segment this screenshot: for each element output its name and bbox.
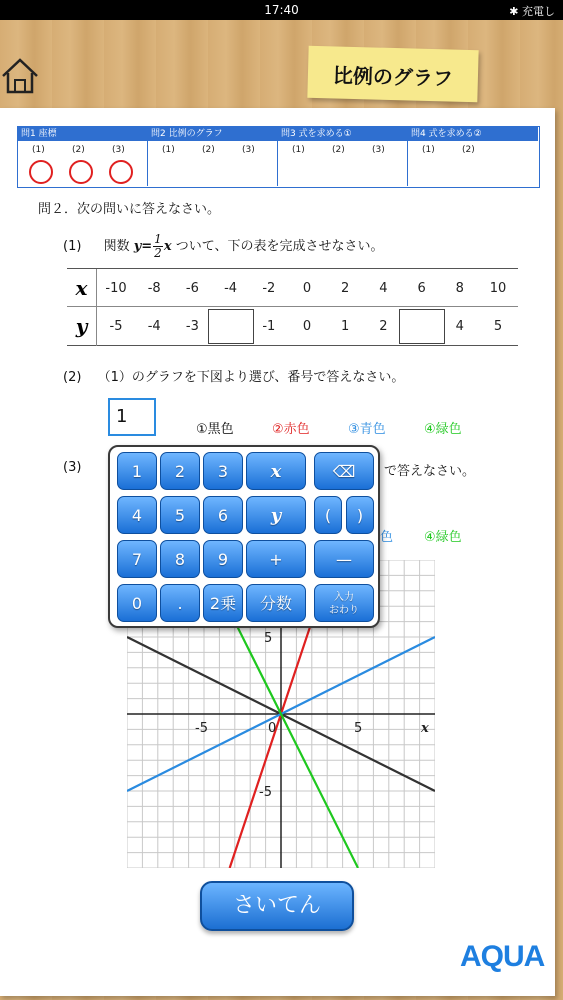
option-blue [348,418,386,437]
q3-option-blue: 色 [380,530,394,545]
table-row-y [67,307,518,346]
subquestion-2 [63,366,404,385]
subquestion-1-num: (1) [63,239,82,254]
score-button[interactable]: さいてん [200,881,354,931]
progress-label: (1) [32,145,45,155]
subquestion-3-num: (3) [63,460,82,475]
keypad [108,445,380,628]
option-red [272,418,310,437]
table-head-y: y [67,307,97,346]
aqua-logo: AQUA [460,940,545,973]
table-cell-x: 8 [455,281,464,296]
table-cell-y: 5 [493,319,503,334]
progress-label: (1) [162,145,175,155]
table-blank-input[interactable] [208,309,254,344]
status-bar [0,0,563,20]
progress-cell-4 [408,127,538,186]
option-blue-label: ③青色 [348,422,386,437]
battery-status: ✱ 充電し [509,5,555,18]
q3-option-green: ④緑色 [424,530,462,545]
key-y[interactable] [246,496,306,534]
table-cell-x: 10 [489,281,507,296]
subquestion-1-prefix: 関数 [103,239,130,254]
key-done[interactable]: 入力 おわり [314,584,374,622]
key-8[interactable]: 8 [160,540,200,578]
key-4[interactable]: 4 [117,496,157,534]
progress-cell-3 [278,127,408,186]
home-icon [0,54,40,96]
tick-label-y-pos: 5 [264,631,273,646]
progress-label: (3) [242,145,255,155]
key-7[interactable]: 7 [117,540,157,578]
tick-label-x-pos: 5 [354,721,363,736]
key-label: y [270,505,282,526]
correct-mark-icon [69,160,93,184]
worksheet [0,108,555,996]
subquestion-1-suffix: ついて、下の表を完成させなさい。 [175,239,384,254]
progress-label: (1) [422,145,435,155]
key-x[interactable] [246,452,306,490]
home-button[interactable] [0,54,40,96]
progress-label: (2) [202,145,215,155]
key-plus[interactable]: + [246,540,306,578]
progress-cell-head: 問2 比例のグラフ [148,127,277,141]
page-title: 比例のグラフ [332,63,454,91]
table-cell-x: -10 [105,281,127,296]
subquestion-3-text: で答えなさい。 [384,464,476,479]
axis-label-x: x [421,721,429,736]
table-cell-y: -5 [109,319,123,334]
table-row-x [67,268,518,307]
key-square[interactable]: 2乗 [203,584,243,622]
table-cell-x: -2 [262,281,276,296]
question-title: 問２．次の問いに答えなさい。 [38,202,221,217]
fraction-den: 2 [154,246,162,260]
key-1[interactable]: 1 [117,452,157,490]
fraction [153,233,163,260]
table-cell-y: 4 [455,319,464,334]
tick-label-y-neg: -5 [259,785,272,800]
key-minus[interactable]: — [314,540,374,578]
table-head-x: x [67,269,97,308]
progress-label: (2) [462,145,475,155]
fraction-num: 1 [154,232,162,246]
table-cell-y: -4 [147,319,161,334]
progress-label: (3) [372,145,385,155]
subquestion-2-num: (2) [63,370,82,385]
math-y: y= [133,239,153,254]
progress-cell-head: 問4 式を求める② [408,127,538,141]
option-black [196,418,234,437]
table-cell-y: 1 [341,319,350,334]
progress-label: (1) [292,145,305,155]
correct-mark-icon [29,160,53,184]
progress-label: (2) [332,145,345,155]
key-3[interactable]: 3 [203,452,243,490]
table-cell-x: 2 [341,281,350,296]
key-9[interactable]: 9 [203,540,243,578]
table-cell-y: -1 [262,319,276,334]
status-time: 17:40 [264,3,299,17]
table-cell-y: 2 [379,319,388,334]
progress-label: (2) [72,145,85,155]
title-tag [307,46,478,102]
key-label: x [270,461,282,482]
key-5[interactable]: 5 [160,496,200,534]
backspace-icon[interactable]: ⌫ [314,452,374,490]
math-x: x [163,239,172,254]
table-cell-y: 0 [302,319,312,334]
progress-cell-1 [18,127,148,186]
option-red-label: ②赤色 [272,422,310,437]
progress-label: (3) [112,145,125,155]
table-cell-x: 0 [302,281,312,296]
correct-mark-icon [109,160,133,184]
progress-table [17,126,540,188]
table-cell-y: -3 [185,319,199,334]
key-2[interactable]: 2 [160,452,200,490]
key-0[interactable]: 0 [117,584,157,622]
value-table [67,268,518,346]
tick-label-origin: 0 [268,721,277,736]
answer-input[interactable]: 1 [108,398,156,436]
subquestion-2-text: （1）のグラフを下図より選び、番号で答えなさい。 [97,370,405,385]
table-cell-x: -4 [224,281,238,296]
table-cell-x: 4 [379,281,388,296]
tick-label-x-neg: -5 [195,721,208,736]
option-black-label: ①黒色 [196,422,234,437]
wood-background [0,20,563,1000]
key-open-paren[interactable]: ( [314,496,342,534]
key-fraction[interactable]: 分数 [246,584,306,622]
key-6[interactable]: 6 [203,496,243,534]
table-cell-x: 6 [417,281,426,296]
table-cell-x: -6 [185,281,199,296]
option-green [424,418,462,437]
option-green-label: ④緑色 [424,422,462,437]
progress-cell-head: 問3 式を求める① [278,127,407,141]
progress-cell-head: 問1 座標 [18,127,147,141]
table-cell-x: -8 [147,281,161,296]
key-decimal[interactable]: . [160,584,200,622]
progress-cell-2 [148,127,278,186]
key-close-paren[interactable]: ) [346,496,374,534]
subquestion-1 [63,233,383,260]
table-blank-input[interactable] [399,309,445,344]
